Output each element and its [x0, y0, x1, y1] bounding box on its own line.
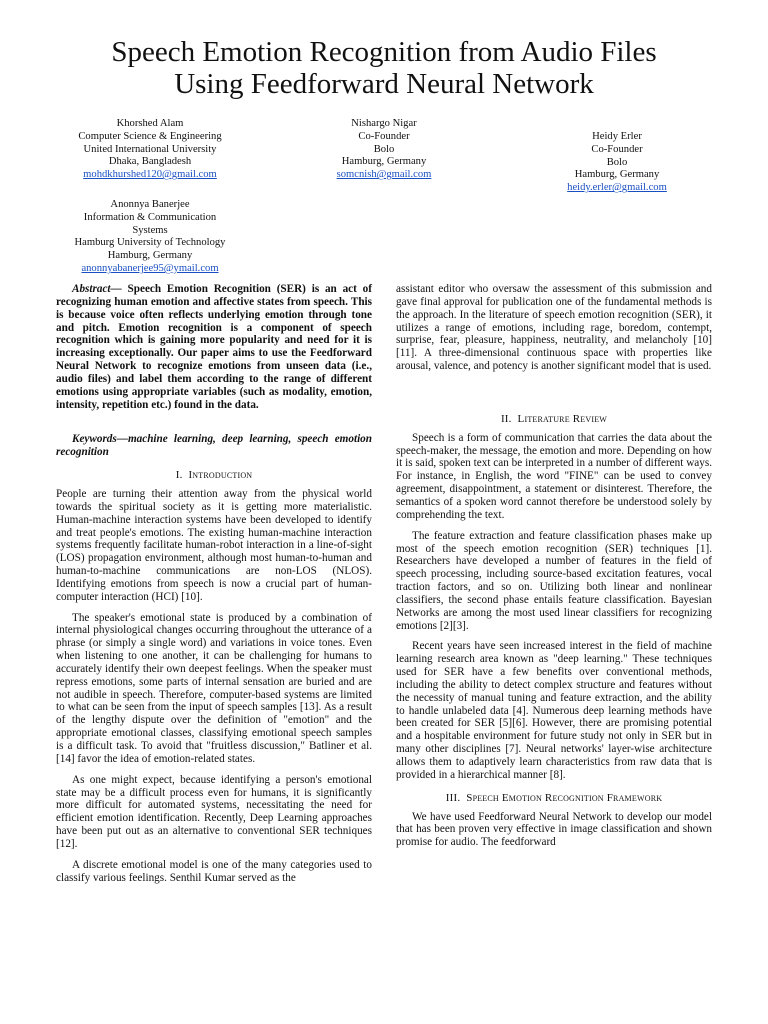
author-email-link[interactable]: mohdkhurshed120@gmail.com	[83, 169, 217, 181]
author-affiliation: Bolo	[606, 156, 628, 168]
author-affiliation: Co-Founder	[358, 130, 410, 142]
section-number: I.	[175, 469, 183, 482]
author-affiliation: Systems	[132, 224, 168, 236]
left-column	[56, 283, 372, 892]
right-column	[396, 283, 712, 857]
author-affiliation: Hamburg University of Technology	[74, 237, 226, 249]
keywords	[56, 433, 372, 459]
section-heading-literature-review	[396, 413, 712, 426]
author-affiliation: United International University	[83, 143, 217, 155]
section-title: Literature Review	[517, 412, 608, 425]
paragraph: Recent years have seen increased interest in the field of machine learning research area known as "deep learning." These techniques used for SER have a few benefits over conventional methods, including the ability to detect complex structure and features without the necessity of manual tuning and feature extraction, and the ability to handle unlabeled data [4]. Numerous deep learning methods have been created for SER [5][6]. However, there are promising potential and a hospitable environment for future study not only in SER but in many other disciplines [7]. Neural networks' layer-wise architecture allows them to adaptively learn characteristics from raw data that is provided in a hierarchical manner [8].	[396, 640, 712, 781]
section-heading-introduction	[56, 469, 372, 482]
author-block-4	[40, 199, 260, 276]
paragraph: assistant editor who oversaw the assessment of this submission and gave final approval for publication one of the fundamental methods is the approach. In the literature of speech emotion recognition (SER), it utilizes a range of emotions, including rage, boredom, contempt, surprise, fear, pleasure, happiness, neutrality, and melancholy [10][11]. A three-dimensional continuous space with properties like arousal, valence, and potency is another significant model that is used.	[396, 283, 712, 373]
paragraph: Speech is a form of communication that carries the data about the speech-maker, the message, the emotion and more. Depending on how it is said, spoken text can be interpreted in a number of different ways. For instance, in English, the word "FINE" can be used to convey agreement, disappointment, a statement or disinterest. Therefore, the semantics of a spoken word cannot therefore be understood solely by comprehending the text.	[396, 431, 712, 521]
paragraph: As one might expect, because identifying a person's emotional state may be a difficult process even for humans, it is significantly more difficult for automated systems, necessitating the need for efficient emotion identification. Recently, Deep Learning approaches have been put out as an alternative to conventional SER techniques [12].	[56, 773, 372, 850]
author-name: Nishargo Nigar	[351, 118, 417, 129]
author-affiliation: Bolo	[373, 143, 395, 155]
author-affiliation: Co-Founder	[591, 143, 643, 155]
author-email-link[interactable]: somcnish@gmail.com	[336, 169, 432, 181]
author-block-3	[512, 131, 722, 195]
author-location: Dhaka, Bangladesh	[108, 156, 192, 168]
keywords-label: Keywords—	[72, 433, 128, 446]
paragraph: We have used Feedforward Neural Network to develop our model that has been proven very effective in image classification and shown promise for audio. The feedforward	[396, 810, 712, 849]
author-location: Hamburg, Germany	[107, 250, 193, 262]
section-title: Speech Emotion Recognition Framework	[466, 791, 663, 804]
title-line-1: Speech Emotion Recognition from Audio Files	[111, 36, 657, 68]
author-block-2	[284, 118, 484, 182]
section-number: III.	[445, 791, 461, 804]
author-name: Heidy Erler	[592, 131, 642, 142]
author-location: Hamburg, Germany	[341, 156, 427, 168]
paper-title	[30, 36, 738, 100]
author-affiliation: Computer Science & Engineering	[78, 130, 222, 142]
paragraph: People are turning their attention away from the physical world towards the spiritual society as it is getting more materialistic. Human-machine interaction systems have been developed to identify and treat people's emotions. The existing human-machine interaction systems frequently facilitate human-robot interaction in a line-of-sight (LOS) propagation environment, although most human-to-human and human-to-machine communications are non-LOS (NLOS). Identifying emotions from speech is now a crucial part of human-computer interaction (HCI) [10].	[56, 487, 372, 603]
section-heading-ser-framework	[396, 792, 712, 805]
paragraph: The speaker's emotional state is produced by a combination of internal physiological changes occurring throughout the utterance of a phrase (or simply a single word) and variations in voice tones. Even when listening to one another, it can be challenging for humans to accurately identify their own deepest feelings. When the speaker must repress emotions, some parts of internal sensation are buried and are not audible in speech. Therefore, computer-based systems are limited to what can be seen from the input of speech samples [13]. As a result of the lengthy dispute over the definition of "emotion" and the appropriate emotional classes, classifying emotional speech samples is a difficult task. To avoid that "fruitless discussion," Batliner et al. [14] favor the idea of emotion-related states.	[56, 611, 372, 765]
author-email-link[interactable]: anonnyabanerjee95@ymail.com	[81, 262, 219, 274]
section-number: II.	[500, 412, 512, 425]
author-location: Hamburg, Germany	[574, 169, 660, 181]
paragraph: The feature extraction and feature classification phases make up most of the speech emotion recognition (SER) techniques [1]. Researchers have developed a number of features in the field of speech processing, including source-based excitation features, vocal traction factors, and so on. Utilizing both linear and nonlinear classifiers, the second phase entails feature classification. Bayesian Networks are among the most used linear classifiers for recognizing emotions [2][3].	[396, 529, 712, 632]
author-name: Khorshed Alam	[116, 118, 184, 129]
author-affiliation: Information & Communication	[83, 211, 217, 223]
author-block-1	[40, 118, 260, 182]
author-email-link[interactable]: heidy.erler@gmail.com	[567, 182, 667, 194]
author-name: Anonnya Banerjee	[110, 199, 190, 210]
keywords-text: machine learning, deep learning, speech emotion recognition	[56, 433, 372, 459]
title-line-2: Using Feedforward Neural Network	[174, 68, 594, 100]
abstract-label: Abstract—	[72, 283, 122, 295]
abstract	[56, 283, 372, 411]
paragraph: A discrete emotional model is one of the many categories used to classify various feelings. Senthil Kumar served as the	[56, 858, 372, 884]
section-title: Introduction	[188, 469, 253, 482]
abstract-text: Speech Emotion Recognition (SER) is an act of recognizing human emotion and affective states from speech. This is because voice often reflects underlying emotion through tone and pitch. Emotion recognition is a component of speech recognition which is gaining more popularity and need for it is increasing exceptionally. Our paper aims to use the Feedforward Neural Network to recognize emotions from unseen data (i.e., audio files) and label them according to the range of different emotions using appropriate variables (such as modality, emotion, intensity, repetition etc.) found in the data.	[56, 283, 372, 411]
